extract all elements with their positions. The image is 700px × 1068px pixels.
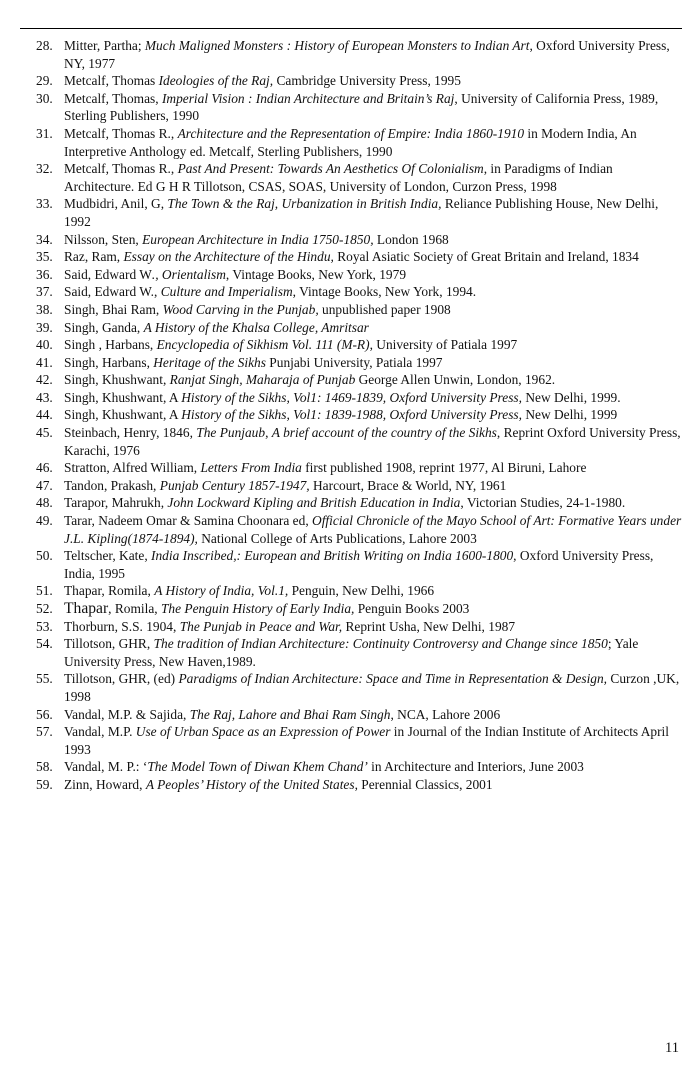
bibliography-entry xyxy=(0,406,700,424)
entry-text: National College of Arts Publications, Lahore 2003 xyxy=(197,530,477,546)
entry-title: Encyclopedia of Sikhism Vol. 111 (M-R) xyxy=(156,337,370,353)
entry-title: A History of the Khalsa College, Amritsar xyxy=(143,319,369,335)
entry-text: , in Paradigms of Indian Architecture. Ed G H R Tillotson, CSAS, SOAS, University of London, Curzon Press, 1998 xyxy=(64,161,613,194)
entry-text: Metcalf, Thomas R., xyxy=(64,125,178,141)
entry-text: Royal Asiatic Society of Great Britain and Ireland, 1834 xyxy=(333,249,639,265)
bibliography-entry xyxy=(0,125,700,160)
entry-number: 40. xyxy=(36,337,53,353)
entry-text: , University of Patiala 1997 xyxy=(369,337,518,353)
entry-number: 48. xyxy=(36,495,53,511)
entry-text: , NCA, Lahore 2006 xyxy=(390,706,501,722)
entry-text: Curzon ,UK, 1998 xyxy=(64,671,680,704)
entry-text: Singh, Harbans, xyxy=(64,354,154,370)
bibliography-entry xyxy=(0,301,700,319)
bibliography-entry xyxy=(0,266,700,284)
entry-text: unpublished paper 1908 xyxy=(318,301,451,317)
entry-number: 31. xyxy=(36,125,53,141)
entry-number: 28. xyxy=(36,38,53,53)
entry-title: The Punjaub xyxy=(196,425,266,441)
entry-text: , Reprint Oxford University Press, Karachi, 1976 xyxy=(64,425,681,458)
entry-title: John Lockward Kipling and British Education in India xyxy=(167,495,461,511)
entry-text: Singh , Harbans, xyxy=(64,337,157,353)
entry-text: in Modern India, An Interpretive Anthology ed. Metcalf, Sterling Publishers, 1990 xyxy=(64,125,637,159)
entry-text: first published 1908, reprint 1977, Al Biruni, Lahore xyxy=(301,460,587,476)
entry-text: Thapar, Romila, xyxy=(64,583,155,599)
entry-number: 45. xyxy=(36,425,53,441)
entry-title: Heritage of the Sikhs xyxy=(153,354,266,370)
bibliography-entry xyxy=(0,37,700,72)
bibliography-entry xyxy=(0,635,700,670)
entry-text: George Allen Unwin, London, 1962. xyxy=(355,372,556,388)
bibliography-entry xyxy=(0,160,700,195)
entry-title: Ideologies of the Raj, xyxy=(158,73,274,89)
page-number: 11 xyxy=(665,1040,679,1056)
bibliography-entry xyxy=(0,424,700,459)
entry-text: Metcalf, Thomas xyxy=(64,73,159,89)
entry-text: Singh, Khushwant, xyxy=(64,372,170,388)
bibliography-entry xyxy=(0,776,700,794)
entry-number: 46. xyxy=(36,460,53,476)
entry-number: 58. xyxy=(36,759,53,775)
entry-text: in Architecture and Interiors, June 2003 xyxy=(367,759,584,775)
entry-title: History of the Sikhs, Vol1: 1839-1988, Oxford University Press, xyxy=(181,407,522,423)
entry-title: Culture and Imperialism xyxy=(160,284,293,300)
bibliography-entry xyxy=(0,354,700,372)
bibliography-entry xyxy=(0,706,700,724)
entry-title: The tradition of Indian Architecture: Continuity Controversy and Change since 1850 xyxy=(153,636,608,652)
bibliography-entry xyxy=(0,618,700,636)
entry-text: , Oxford University Press, NY, 1977 xyxy=(64,38,670,71)
bibliography-entry xyxy=(0,758,700,776)
entry-title: Letters From India xyxy=(200,460,302,476)
entry-text: Vandal, M.P. & Sajida, xyxy=(64,706,190,722)
entry-text: , Vintage Books, New York, 1994. xyxy=(292,284,477,300)
entry-text: Steinbach, Henry, 1846, xyxy=(64,425,197,441)
entry-text: Nilsson, Sten, xyxy=(64,231,143,247)
entry-title: Ranjat Singh, Maharaja of Punjab xyxy=(169,372,356,388)
entry-text: Penguin Books 2003 xyxy=(354,601,470,616)
entry-number: 35. xyxy=(36,249,53,265)
bibliography-entry xyxy=(0,459,700,477)
entry-number: 37. xyxy=(36,284,53,300)
bibliography-entry xyxy=(0,477,700,495)
entry-text: Vandal, M.P. xyxy=(64,724,136,740)
entry-text: , Perennial Classics, 2001 xyxy=(354,776,493,792)
entry-text: Reliance Publishing House, New Delhi, 1992 xyxy=(64,196,659,229)
entry-number: 56. xyxy=(36,706,53,722)
bibliography-entry xyxy=(0,283,700,301)
entry-title: ., Orientalism xyxy=(151,266,226,282)
entry-text: Metcalf, Thomas, xyxy=(64,90,162,106)
entry-number: 55. xyxy=(36,671,53,687)
entry-text: Tarapor, Mahrukh, xyxy=(64,495,168,511)
entry-text: Metcalf, Thomas R., xyxy=(64,161,178,177)
entry-text: Vandal, M. P.: ‘ xyxy=(64,759,148,775)
entry-text: Cambridge University Press, 1995 xyxy=(273,73,461,89)
entry-number: 44. xyxy=(36,407,53,423)
entry-text: Singh, Bhai Ram, xyxy=(64,301,163,317)
entry-number: 49. xyxy=(36,513,53,529)
entry-number: 32. xyxy=(36,161,53,177)
entry-text: Penguin, New Delhi, 1966 xyxy=(288,583,435,599)
entry-text: London 1968 xyxy=(373,231,449,247)
entry-text: New Delhi, 1999. xyxy=(522,389,621,405)
entry-number: 53. xyxy=(36,618,53,634)
bibliography-entry xyxy=(0,72,700,90)
entry-title: Wood Carving in the Punjab, xyxy=(162,301,319,317)
entry-text: , Vintage Books, New York, 1979 xyxy=(225,266,407,282)
entry-title: The Punjab in Peace and War, xyxy=(179,618,343,634)
entry-title: Paradigms of Indian Architecture: Space and Time in Representation & Design, xyxy=(178,671,608,687)
entry-title: European Architecture in India 1750-1850, xyxy=(142,231,374,247)
entry-number: 30. xyxy=(36,90,53,106)
bibliography-entry xyxy=(0,547,700,582)
bibliography-list xyxy=(0,37,700,794)
entry-text: New Delhi, 1999 xyxy=(522,407,618,423)
bibliography-entry xyxy=(0,512,700,547)
entry-text: Singh, Khushwant, A xyxy=(64,389,182,405)
entry-text: Teltscher, Kate, xyxy=(64,548,152,564)
entry-text: Tillotson, GHR, xyxy=(64,636,154,652)
entry-text: , Victorian Studies, 24-1-1980. xyxy=(460,495,626,511)
entry-text: ; Yale University Press, New Haven,1989. xyxy=(64,636,639,669)
entry-text: Singh, Khushwant, A xyxy=(64,407,182,423)
entry-text: , Romila, xyxy=(108,601,161,616)
entry-number: 43. xyxy=(36,389,53,405)
entry-text: Singh, Ganda, xyxy=(64,319,144,335)
entry-title: The Penguin History of Early India, xyxy=(160,601,355,616)
entry-title: The Model Town of Diwan Khem Chand’ xyxy=(147,759,368,775)
entry-title: Use of Urban Space as an Expression of Power xyxy=(135,724,391,740)
entry-text: Thapar xyxy=(64,600,109,617)
entry-text: Tandon, Prakash, xyxy=(64,477,160,493)
entry-text: Mudbidri, Anil, G, xyxy=(64,196,168,212)
bibliography-entry xyxy=(0,90,700,125)
entry-text: Zinn, Howard, xyxy=(64,776,146,792)
entry-number: 33. xyxy=(36,196,53,212)
bibliography-entry xyxy=(0,389,700,407)
entry-text: Thorburn, S.S. 1904, xyxy=(64,618,180,634)
entry-title: A History of India, Vol.1, xyxy=(154,583,289,599)
entry-text: Mitter, Partha; xyxy=(64,38,145,53)
entry-text: Raz, Ram, xyxy=(64,249,124,265)
entry-text: Tillotson, GHR, (ed) xyxy=(64,671,179,687)
entry-text: , University of California Press, 1989, Sterling Publishers, 1990 xyxy=(64,90,659,124)
entry-title: The Town & the Raj, Urbanization in British India, xyxy=(167,196,442,212)
bibliography-entry xyxy=(0,670,700,705)
bibliography-entry xyxy=(0,195,700,230)
bibliography-entry xyxy=(0,231,700,249)
entry-text: Said, Edward W., xyxy=(64,284,161,300)
entry-text: Said, Edward W xyxy=(64,266,152,282)
entry-text: Tarar, Nadeem Omar & Samina Choonara ed, xyxy=(64,513,313,529)
entry-number: 52. xyxy=(36,601,53,616)
entry-number: 57. xyxy=(36,724,53,740)
bibliography-entry xyxy=(0,336,700,354)
entry-title: India Inscribed,: European and British Writing on India 1600-1800 xyxy=(151,548,514,564)
entry-number: 47. xyxy=(36,477,53,493)
bibliography-entry xyxy=(0,494,700,512)
entry-title: Much Maligned Monsters : History of European Monsters to Indian Art xyxy=(144,38,530,53)
entry-number: 41. xyxy=(36,354,53,370)
entry-number: 50. xyxy=(36,548,53,564)
entry-title: A brief account of the country of the Sikhs xyxy=(271,425,497,441)
entry-title: History of the Sikhs, Vol1: 1469-1839, Oxford University Press, xyxy=(181,389,522,405)
bibliography-entry xyxy=(0,371,700,389)
entry-number: 38. xyxy=(36,301,53,317)
entry-title: Architecture and the Representation of Empire: India 1860-1910 xyxy=(177,125,525,141)
entry-title: Essay on the Architecture of the Hindu, xyxy=(123,249,334,265)
bibliography-entry xyxy=(0,582,700,600)
entry-title: The Raj, Lahore and Bhai Ram Singh xyxy=(189,706,391,722)
entry-number: 29. xyxy=(36,73,53,89)
entry-text: Reprint Usha, New Delhi, 1987 xyxy=(342,618,516,634)
bibliography-entry xyxy=(0,248,700,266)
entry-number: 36. xyxy=(36,266,53,282)
entry-number: 51. xyxy=(36,583,53,599)
bibliography-entry xyxy=(0,600,700,618)
entry-title: Past And Present: Towards An Aesthetics Of Colonialism xyxy=(177,161,484,177)
entry-text: in Journal of the Indian Institute of Architects April 1993 xyxy=(64,724,669,757)
entry-text: Harcourt, Brace & World, NY, 1961 xyxy=(309,477,507,493)
entry-title: A Peoples’ History of the United States xyxy=(145,776,355,792)
entry-number: 39. xyxy=(36,319,53,335)
entry-title: Official Chronicle of the Mayo School of Art: Formative Years under J.L. Kipling(1874-1894), xyxy=(64,513,682,546)
entry-text: , xyxy=(265,425,272,441)
bibliography-entry xyxy=(0,319,700,337)
entry-number: 59. xyxy=(36,776,53,792)
entry-text: Punjabi University, Patiala 1997 xyxy=(265,354,443,370)
entry-number: 34. xyxy=(36,231,53,247)
entry-number: 54. xyxy=(36,636,53,652)
bibliography-entry xyxy=(0,723,700,758)
entry-text: , Oxford University Press, India, 1995 xyxy=(64,548,654,581)
entry-text: Stratton, Alfred William, xyxy=(64,460,201,476)
entry-number: 42. xyxy=(36,372,53,388)
entry-title: Punjab Century 1857-1947, xyxy=(159,477,310,493)
entry-title: Imperial Vision : Indian Architecture and Britain’s Raj xyxy=(161,90,455,106)
header-rule xyxy=(20,28,682,29)
